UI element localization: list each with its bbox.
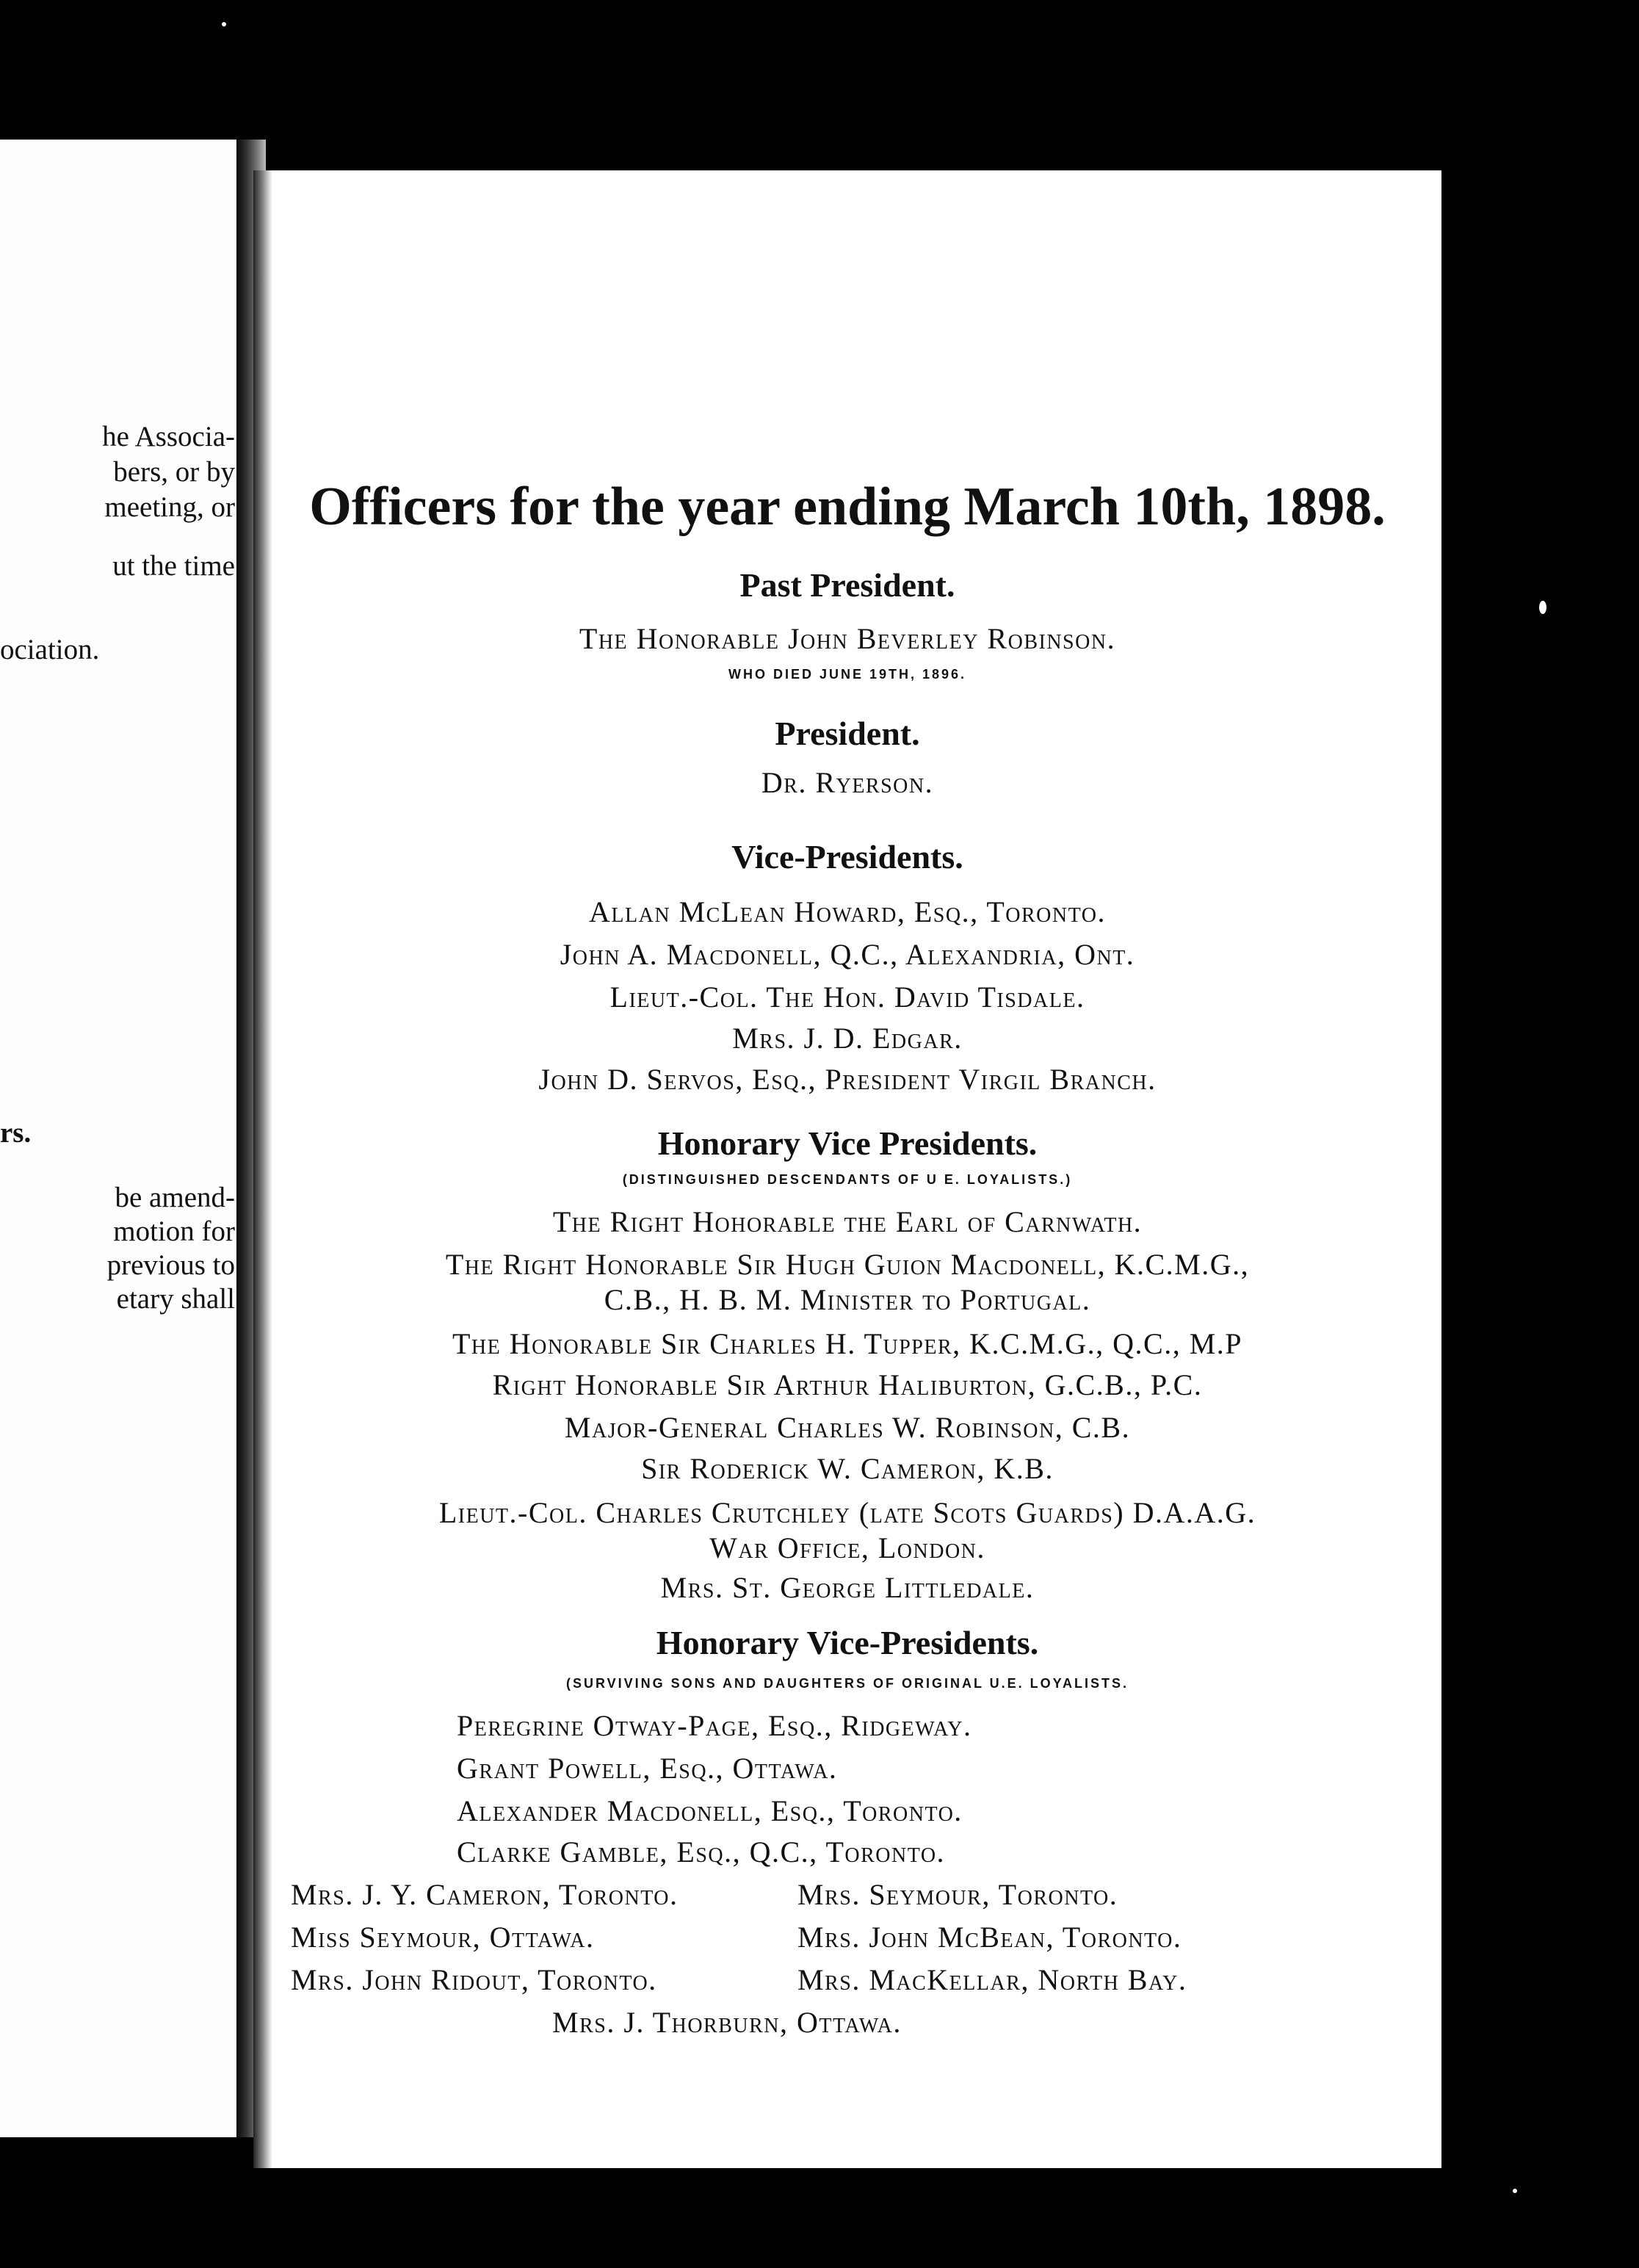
honorary-vp-name-right-column: Mrs. MacKellar, North Bay. <box>797 1963 1187 1996</box>
facing-text-line: meeting, or <box>104 491 235 523</box>
honorary-vp-name: The Right Honorable Sir Hugh Guion Macdonell, K.C.M.G., <box>445 1248 1250 1281</box>
honorary-vp-name-right-column: Mrs. Seymour, Toronto. <box>797 1878 1118 1911</box>
facing-text-line: be amend- <box>115 1182 235 1213</box>
scan-speck <box>1539 601 1546 614</box>
page-edge-shadow <box>253 170 272 2168</box>
past-president-heading: Past President. <box>739 566 955 604</box>
facing-heading-fragment: rs. <box>0 1117 32 1149</box>
honorary-vp-name: Grant Powell, Esq., Ottawa. <box>457 1752 838 1785</box>
vice-president-name: John D. Servos, Esq., President Virgil Branch. <box>538 1063 1157 1096</box>
honorary-vp-name: Major-General Charles W. Robinson, C.B. <box>564 1411 1131 1444</box>
page-title: Officers for the year ending March 10th, 1898. <box>309 477 1386 537</box>
past-president-note: WHO DIED JUNE 19TH, 1896. <box>728 667 967 682</box>
honorary-vp-descendants-note: (DISTINGUISHED DESCENDANTS OF U E. LOYALISTS.) <box>622 1172 1073 1187</box>
facing-text-line: etary shall <box>116 1283 235 1315</box>
honorary-vp-name-continued: War Office, London. <box>709 1531 985 1564</box>
facing-text-line: ut the time <box>112 550 235 582</box>
vice-presidents-heading: Vice-Presidents. <box>731 838 963 875</box>
scan-speck <box>1513 2189 1517 2193</box>
facing-text-line: he Associa- <box>102 421 235 452</box>
honorary-vp-name: The Right Hohorable the Earl of Carnwath. <box>552 1205 1143 1238</box>
president-name: Dr. Ryerson. <box>761 766 934 799</box>
honorary-vp-name: Alexander Macdonell, Esq., Toronto. <box>457 1794 963 1827</box>
honorary-vp-descendants-heading: Honorary Vice Presidents. <box>657 1124 1038 1162</box>
facing-page <box>0 140 236 2137</box>
honorary-vp-name: Clarke Gamble, Esq., Q.C., Toronto. <box>457 1835 946 1868</box>
honorary-vp-name: Mrs. J. Thorburn, Ottawa. <box>552 2006 902 2039</box>
honorary-vp-name: The Honorable Sir Charles H. Tupper, K.C.M.G., Q.C., M.P <box>452 1327 1243 1360</box>
honorary-vp-name-left-column: Mrs. John Ridout, Toronto. <box>291 1963 657 1996</box>
honorary-vp-name-left-column: Mrs. J. Y. Cameron, Toronto. <box>291 1878 679 1911</box>
vice-president-name: Mrs. J. D. Edgar. <box>732 1022 963 1055</box>
facing-text-line: previous to <box>106 1249 235 1281</box>
facing-text-line: bers, or by <box>113 456 235 488</box>
honorary-vp-name: Right Honorable Sir Arthur Haliburton, G.C.B., P.C. <box>492 1368 1203 1401</box>
honorary-vp-name-continued: C.B., H. B. M. Minister to Portugal. <box>604 1283 1091 1316</box>
honorary-vp-name-right-column: Mrs. John McBean, Toronto. <box>797 1921 1182 1954</box>
scan-speck <box>222 22 226 26</box>
honorary-vp-name-left-column: Miss Seymour, Ottawa. <box>291 1921 595 1954</box>
president-heading: President. <box>775 715 920 752</box>
honorary-vp-name: Mrs. St. George Littledale. <box>660 1571 1035 1604</box>
honorary-vp-sons-heading: Honorary Vice-Presidents. <box>656 1624 1039 1661</box>
honorary-vp-name: Peregrine Otway-Page, Esq., Ridgeway. <box>457 1709 972 1742</box>
vice-president-name: Lieut.-Col. The Hon. David Tisdale. <box>609 980 1085 1014</box>
vice-president-name: Allan McLean Howard, Esq., Toronto. <box>589 895 1106 928</box>
past-president-name: The Honorable John Beverley Robinson. <box>579 622 1116 655</box>
facing-text-line: motion for <box>113 1216 235 1247</box>
honorary-vp-sons-note: (SURVIVING SONS AND DAUGHTERS OF ORIGINAL U.E. LOYALISTS. <box>565 1676 1129 1691</box>
honorary-vp-name: Sir Roderick W. Cameron, K.B. <box>641 1452 1054 1485</box>
honorary-vp-name: Lieut.-Col. Charles Crutchley (late Scots Guards) D.A.A.G. <box>438 1496 1256 1529</box>
facing-text-line: ociation. <box>0 634 100 665</box>
vice-president-name: John A. Macdonell, Q.C., Alexandria, Ont. <box>560 938 1135 971</box>
